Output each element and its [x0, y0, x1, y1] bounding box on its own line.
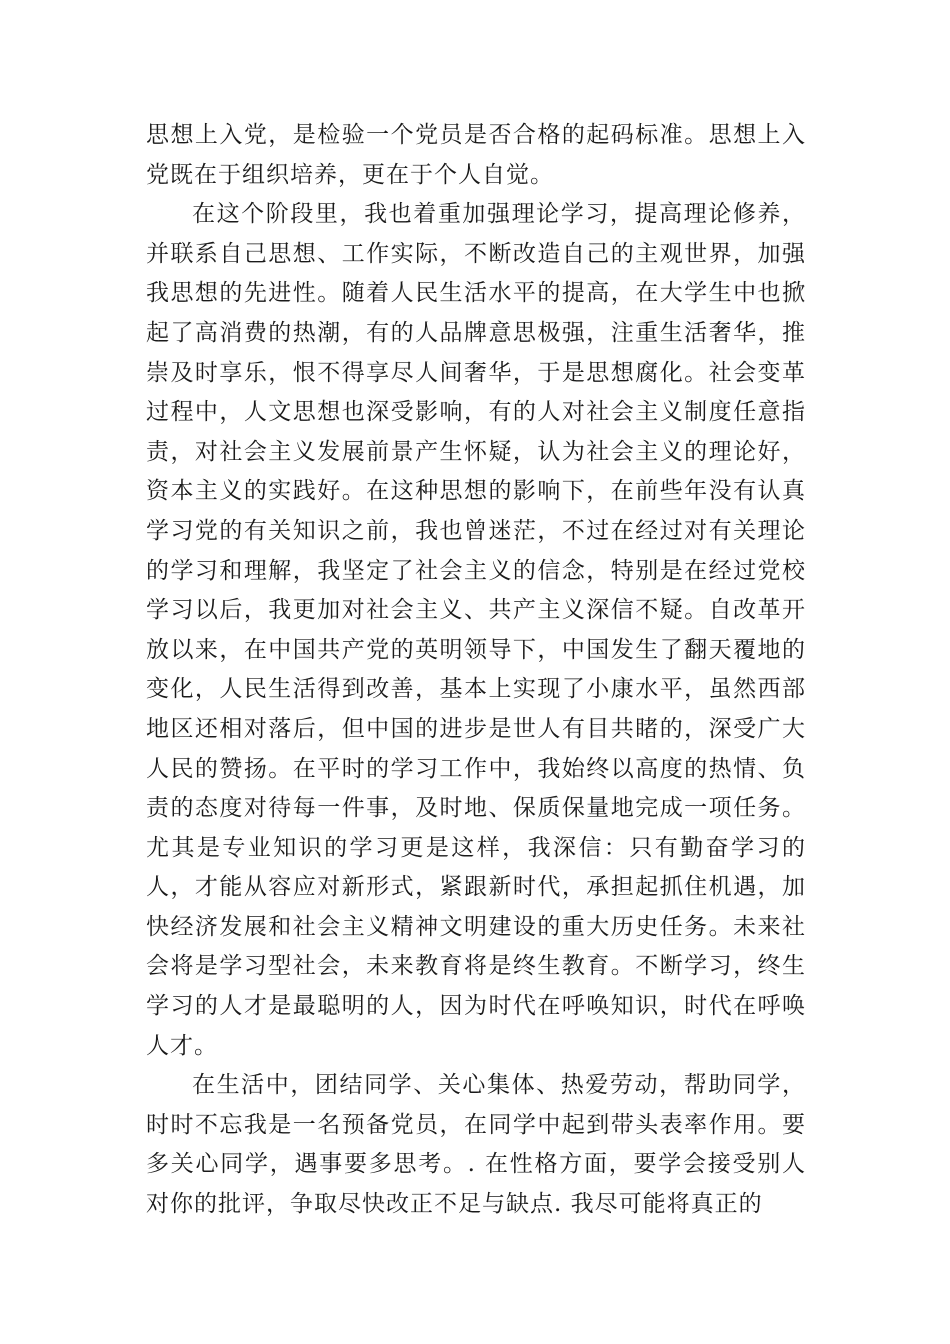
paragraph-1: 思想上入党，是检验一个党员是否合格的起码标准。思想上入党既在于组织培养，更在于个人自觉。 — [146, 122, 806, 188]
document-page — [146, 116, 806, 1225]
paragraph-2: 在这个阶段里，我也着重加强理论学习，提高理论修养，并联系自己思想、工作实际，不断改造自己的主观世界，加强我思想的先进性。随着人民生活水平的提高，在大学生中也掀起了高消费的热潮，有的人品牌意思极强，注重生活奢华，推崇及时享乐，恨不得享尽人间奢华，于是思想腐化。社会变革过程中，人文思想也深受影响，有的人对社会主义制度任意指责，对社会主义发展前景产生怀疑，认为社会主义的理论好，资本主义的实践好。在这种思想的影响下，在前些年没有认真学习党的有关知识之前，我也曾迷茫，不过在经过对有关理论的学习和理解，我坚定了社会主义的信念，特别是在经过党校学习以后，我更加对社会主义、共产主义深信不疑。自改革开放以来，在中国共产党的英明领导下，中国发生了翻天覆地的变化，人民生活得到改善，基本上实现了小康水平，虽然西部地区还相对落后，但中国的进步是世人有目共睹的，深受广大人民的赞扬。在平时的学习工作中，我始终以高度的热情、负责的态度对待每一件事，及时地、保质保量地完成一项任务。尤其是专业知识的学习更是这样，我深信：只有勤奋学习的人，才能从容应对新形式，紧跟新时代，承担起抓住机遇，加快经济发展和社会主义精神文明建设的重大历史任务。未来社会将是学习型社会，未来教育将是终生教育。不断学习，终生学习的人才是最聪明的人，因为时代在呼唤知识，时代在呼唤人才。 — [146, 201, 806, 1059]
paragraph-3: 在生活中，团结同学、关心集体、热爱劳动，帮助同学，时时不忘我是一名预备党员，在同学中起到带头表率作用。要多关心同学，遇事要多思考。. 在性格方面，要学会接受别人对你的批评，争取尽快改正不足与缺点. 我尽可能将真正的 — [146, 1072, 806, 1218]
